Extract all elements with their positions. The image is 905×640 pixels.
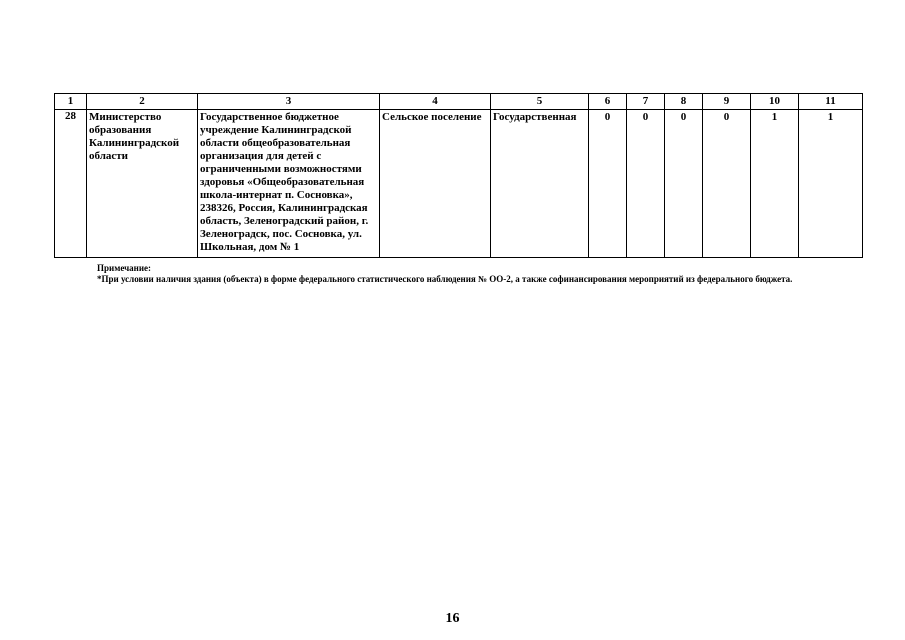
- header-cell-5: 5: [491, 94, 589, 110]
- header-cell-9: 9: [703, 94, 751, 110]
- institution-cell: Государственное бюджетное учреждение Калининградской области общеобразовательная организация для детей с ограниченными возможностями здоровья «Общеобразовательная школа-интернат п. Сосновка», 238326, Россия, Калининградская область, Зеленоградский район, г. Зеленоградск, пос. Сосновка, ул. Школьная, дом № 1: [198, 110, 380, 258]
- header-cell-2: 2: [87, 94, 198, 110]
- header-cell-3: 3: [198, 94, 380, 110]
- header-cell-7: 7: [627, 94, 665, 110]
- footnote: [54, 263, 863, 285]
- col10-cell: 1: [751, 110, 799, 258]
- organization-cell: Министерство образования Калининградской области: [87, 110, 198, 258]
- col8-cell: 0: [665, 110, 703, 258]
- header-cell-11: 11: [799, 94, 863, 110]
- header-cell-6: 6: [589, 94, 627, 110]
- col7-cell: 0: [627, 110, 665, 258]
- col6-cell: 0: [589, 110, 627, 258]
- footnote-text: *При условии наличия здания (объекта) в форме федерального статистического наблюдения № ОО-2, а также софинансирования мероприятий из федерального бюджета.: [97, 274, 793, 284]
- header-cell-8: 8: [665, 94, 703, 110]
- table-row: [55, 110, 863, 258]
- header-row: [55, 94, 863, 110]
- header-cell-10: 10: [751, 94, 799, 110]
- registry-table: [54, 93, 863, 258]
- ownership-cell: Государственная: [491, 110, 589, 258]
- header-cell-4: 4: [380, 94, 491, 110]
- col11-cell: 1: [799, 110, 863, 258]
- settlement-cell: Сельское поселение: [380, 110, 491, 258]
- col9-cell: 0: [703, 110, 751, 258]
- row-number-cell: 28: [55, 110, 87, 258]
- page-number: 16: [445, 611, 460, 626]
- footnote-title: Примечание:: [97, 263, 152, 273]
- header-cell-1: 1: [55, 94, 87, 110]
